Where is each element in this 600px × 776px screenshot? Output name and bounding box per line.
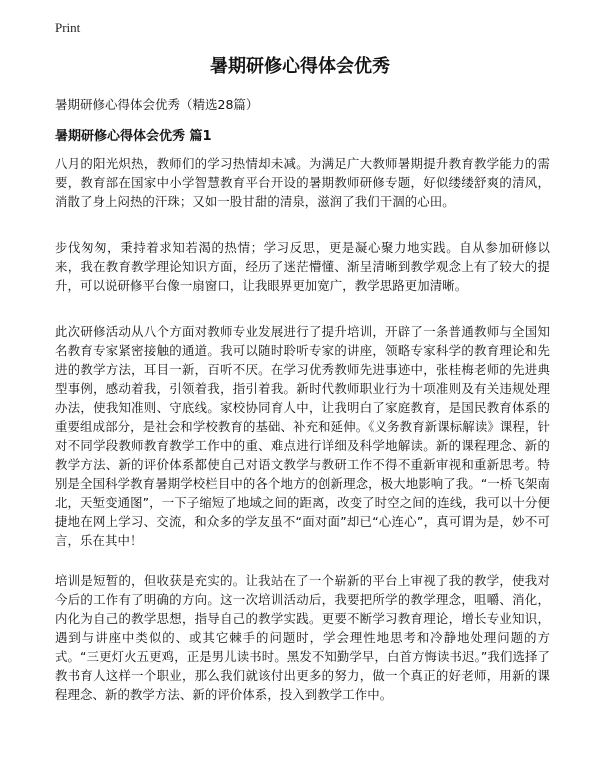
paragraph-3: 此次研修活动从八个方面对教师专业发展进行了提升培训，开辟了一条普通教师与全国知名教育专家紧密接触的通道。我可以随时聆听专家的讲座，领略专家科学的教育理论和先进的教学方法，耳目一新，百听不厌。在学习优秀教师先进事迹中，张桂梅老师的先进典型事例，感动着我，引领着我，指引着我。新时代教师职业行为十项准则及有关违规处理办法，使我知准则、守底线。家校协同育人中，让我明白了家庭教育，是国民教育体系的重要组成部分，是社会和学校教育的基础、补充和延伸。《义务教育新课标解读》课程，针对不同学段教师教育教学工作中的重、难点进行详细及科学地解读。新的课程理念、新的教学方法、新的评价体系都使自己对语文教学与教研工作不得不重新审视和重新思考。特别是全国科学教育暑期学校栏目中的各个地方的创新理念，极大地影响了我。“一桥飞架南北，天堑变通图”，一下子缩短了地域之间的距离，改变了时空之间的连线，我可以十分便捷地在网上学习、交流，和众多的学友虽不“面对面”却已“心连心”，真可谓为是，妙不可言，乐在其中！ (55, 324, 550, 548)
page-title: 暑期研修心得体会优秀 (210, 56, 390, 77)
document-subtitle: 暑期研修心得体会优秀（精选28篇） (55, 97, 259, 112)
section-heading: 暑期研修心得体会优秀 篇1 (55, 129, 212, 144)
paragraph-4: 培训是短暂的，但收获是充实的。让我站在了一个崭新的平台上审视了我的教学，使我对今后的工作有了明确的方向。这一次培训活动后，我要把所学的教学理念，咀嚼、消化，内化为自己的教学思想，指导自己的教学实践。更要不断学习教育理论，增长专业知识，遇到与讲座中类似的、或其它棘手的问题时，学会理性地思考和冷静地处理问题的方式。“三更灯火五更鸡，正是男儿读书时。黑发不知勤学早，白首方悔读书迟。”我们选择了教书育人这样一个职业，那么我们就该付出更多的努力，做一个真正的好老师，用新的课程理念、新的教学方法、新的评价体系，投入到教学工作中。 (55, 573, 550, 702)
paragraph-2: 步伐匆匆，秉持着求知若渴的热情；学习反思，更是凝心聚力地实践。自从参加研修以来，我在教育教学理论知识方面，经历了迷茫懵懂、渐呈清晰到教学观念上有了较大的提升，可以说研修平台像一扇窗口，让我眼界更加宽广，教学思路更加清晰。 (55, 240, 550, 293)
paragraph-1: 八月的阳光炽热，教师们的学习热情却未减。为满足广大教师暑期提升教育教学能力的需要，教育部在国家中小学智慧教育平台开设的暑期教师研修专题，好似缕缕舒爽的清风，消散了身上闷热的汗珠；又如一股甘甜的清泉，滋润了我们干涸的心田。 (55, 156, 550, 209)
print-link[interactable]: Print (55, 20, 81, 35)
